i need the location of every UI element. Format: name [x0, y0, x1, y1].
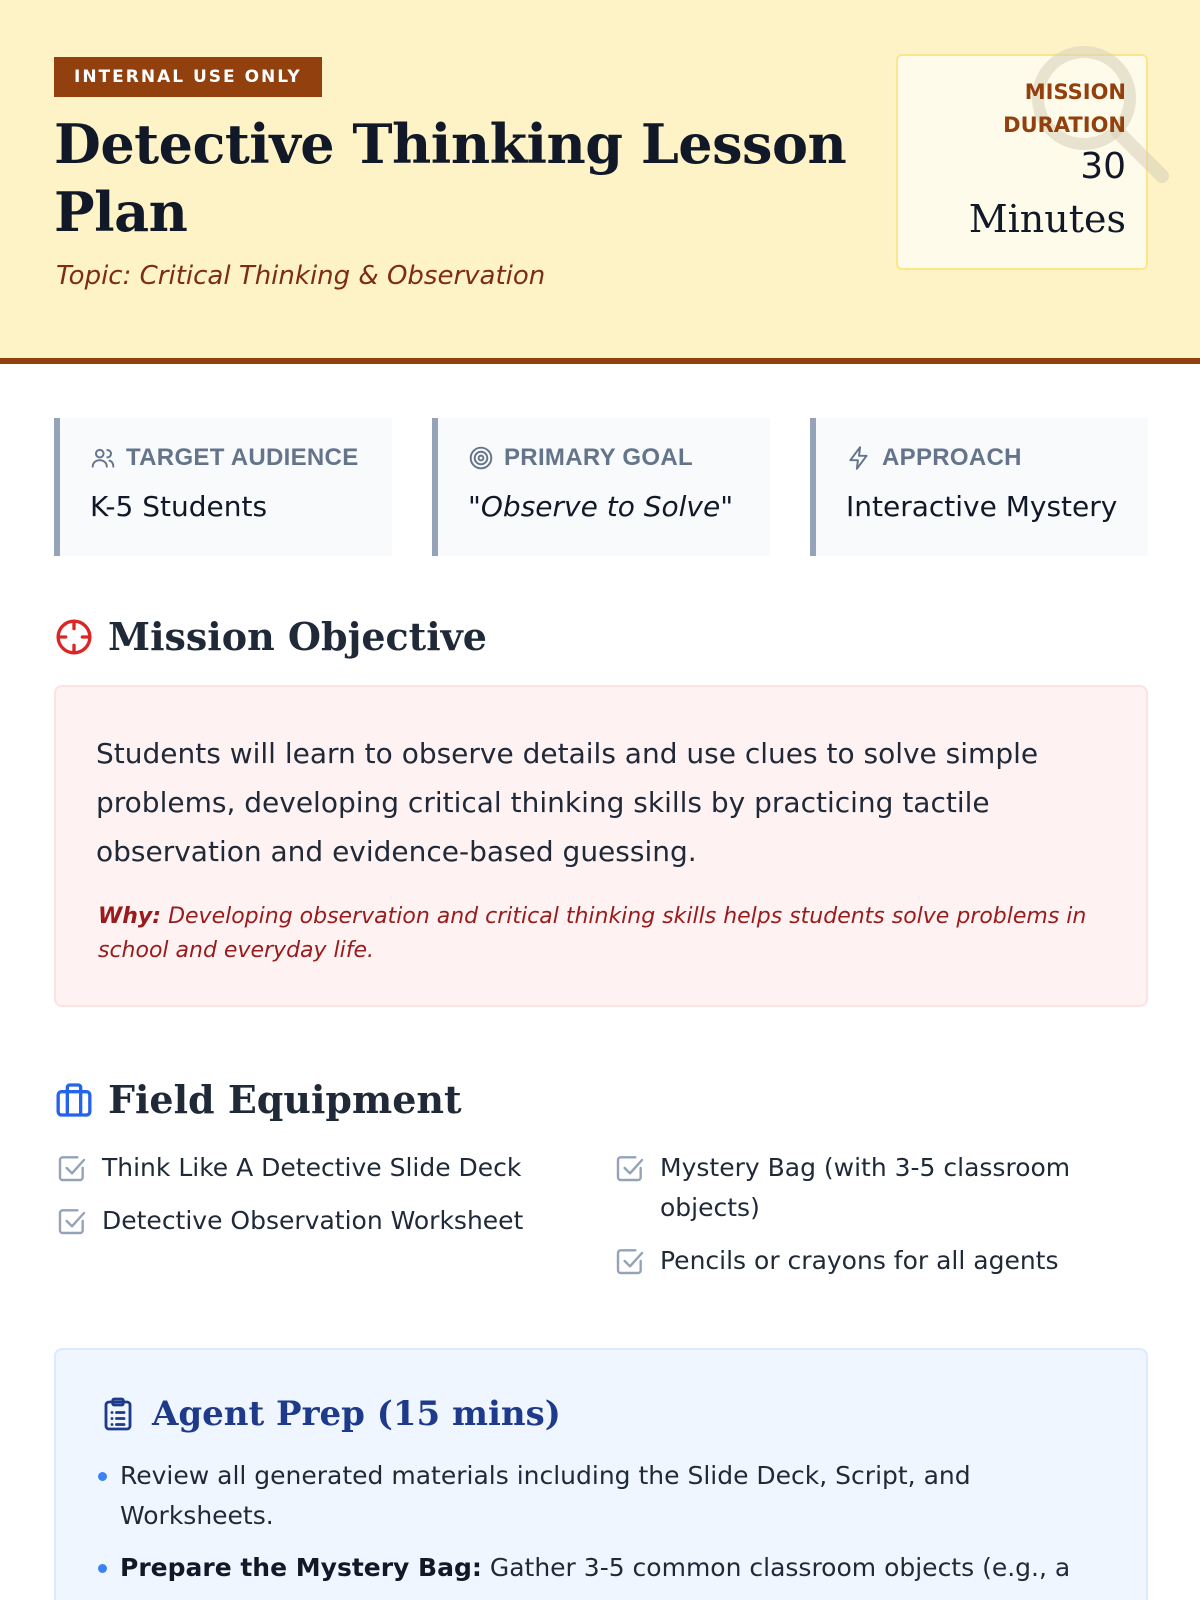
- equipment-section-heading: [54, 1077, 462, 1122]
- equipment-item: [614, 1241, 1134, 1281]
- why-text: Developing observation and critical thinking skills helps students solve problems in school and everyday life.: [98, 904, 1087, 963]
- equipment-label: Detective Observation Worksheet: [102, 1206, 524, 1235]
- duration-unit: Minutes: [968, 197, 1126, 241]
- page-title: Detective Thinking Lesson Plan: [54, 112, 847, 244]
- lightning-icon: [846, 445, 872, 471]
- users-icon: [90, 445, 116, 471]
- objective-section-heading: [54, 614, 487, 659]
- info-card-primary-goal: [432, 418, 770, 556]
- mission-duration-card: [896, 54, 1148, 270]
- objective-text: Students will learn to observe details and use clues to solve simple problems, developing critical thinking skills by practicing tactile observation and evidence-based guessing.: [96, 737, 1039, 868]
- equipment-item: [614, 1148, 1134, 1228]
- prep-item-text: Gather 3-5 common classroom objects (e.g., a: [481, 1553, 1071, 1582]
- equipment-item: [56, 1148, 576, 1188]
- agent-prep-box: [54, 1348, 1148, 1600]
- internal-use-badge: INTERNAL USE ONLY: [54, 57, 322, 97]
- equipment-label: Pencils or crayons for all agents: [660, 1246, 1059, 1275]
- briefcase-icon: [54, 1080, 94, 1120]
- objective-box: [54, 685, 1148, 1007]
- duration-label-line1: MISSION: [1024, 80, 1126, 104]
- info-card-label: TARGET AUDIENCE: [126, 444, 359, 471]
- duration-value: 30: [1080, 146, 1126, 187]
- section-title: Mission Objective: [108, 614, 487, 659]
- checkbox-checked-icon: [614, 1152, 646, 1184]
- info-card-label: APPROACH: [882, 444, 1022, 471]
- why-label: Why:: [98, 904, 162, 929]
- checkbox-checked-icon: [614, 1245, 646, 1277]
- prep-list-item: [96, 1548, 1096, 1588]
- equipment-label: Think Like A Detective Slide Deck: [102, 1153, 522, 1182]
- equipment-label: Mystery Bag (with 3-5 classroom objects): [660, 1153, 1071, 1222]
- clipboard-list-icon: [100, 1396, 136, 1432]
- info-card-value: "Observe to Solve": [468, 490, 734, 523]
- prep-title: Agent Prep (15 mins): [152, 1394, 561, 1434]
- info-card-value: Interactive Mystery: [846, 490, 1118, 523]
- info-card-value: K-5 Students: [90, 490, 268, 523]
- section-title: Field Equipment: [108, 1077, 462, 1122]
- crosshair-icon: [54, 617, 94, 657]
- prep-list-item: [96, 1456, 1096, 1536]
- duration-label-line2: DURATION: [1003, 113, 1126, 137]
- topic-subtitle: Topic: Critical Thinking & Observation: [56, 261, 546, 291]
- info-card-approach: [810, 418, 1148, 556]
- equipment-item: [56, 1201, 576, 1241]
- prep-item-bold: Prepare the Mystery Bag:: [120, 1553, 482, 1582]
- lesson-header: [0, 0, 1200, 364]
- target-icon: [468, 445, 494, 471]
- checkbox-checked-icon: [56, 1205, 88, 1237]
- checkbox-checked-icon: [56, 1152, 88, 1184]
- prep-item-text: Review all generated materials including the Slide Deck, Script, and Worksheets.: [120, 1461, 971, 1530]
- prep-heading: [100, 1394, 561, 1434]
- objective-why: [98, 900, 1108, 968]
- info-card-target-audience: [54, 418, 392, 556]
- info-card-label: PRIMARY GOAL: [504, 444, 693, 471]
